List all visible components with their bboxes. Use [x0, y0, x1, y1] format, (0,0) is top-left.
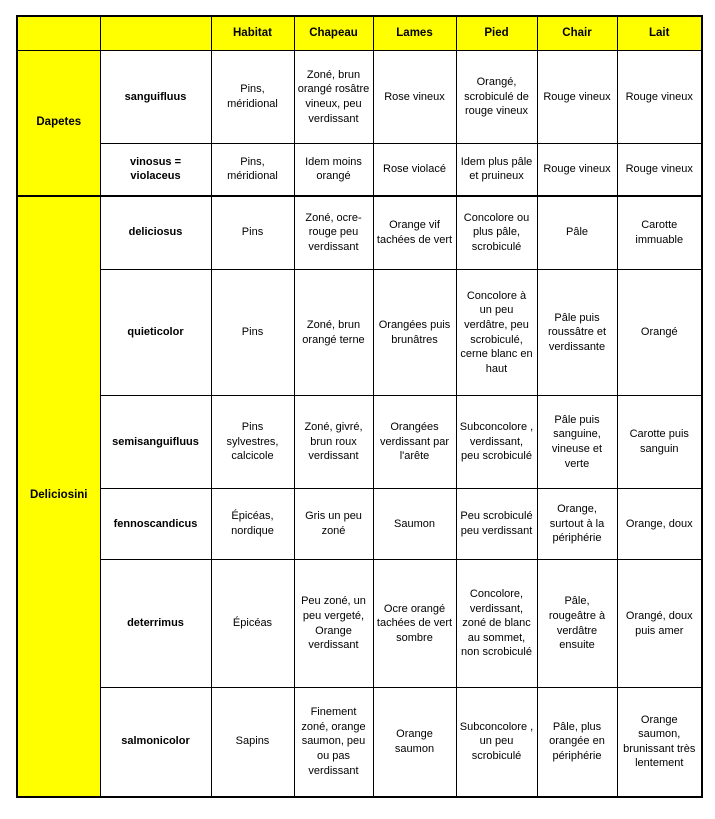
- cell-pied: Idem plus pâle et pruineux: [456, 144, 537, 196]
- cell-chapeau: Zoné, brun orangé rosâtre vineux, peu verdissant: [294, 51, 373, 144]
- species-cell: vinosus = violaceus: [100, 144, 211, 196]
- species-cell: fennoscandicus: [100, 489, 211, 560]
- cell-habitat: Pins: [211, 196, 294, 270]
- group-cell-dapetes: Dapetes: [17, 51, 100, 196]
- species-cell: sanguifluus: [100, 51, 211, 144]
- cell-lames: Orange saumon: [373, 688, 456, 797]
- mushroom-comparison-table: [16, 15, 703, 798]
- table-row-semisanguifluus: [17, 396, 702, 489]
- table-row-salmonicolor: [17, 688, 702, 797]
- species-cell: deliciosus: [100, 196, 211, 270]
- cell-chapeau: Idem moins orangé: [294, 144, 373, 196]
- header-row: [17, 16, 702, 51]
- cell-lait: Rouge vineux: [617, 51, 702, 144]
- cell-chair: Pâle: [537, 196, 617, 270]
- cell-pied: Orangé, scrobiculé de rouge vineux: [456, 51, 537, 144]
- cell-habitat: Épicéas, nordique: [211, 489, 294, 560]
- cell-lait: Carotte puis sanguin: [617, 396, 702, 489]
- cell-chair: Rouge vineux: [537, 144, 617, 196]
- cell-chair: Orange, surtout à la périphérie: [537, 489, 617, 560]
- cell-chapeau: Zoné, givré, brun roux verdissant: [294, 396, 373, 489]
- header-group-col: [17, 16, 100, 51]
- cell-lait: Orangé: [617, 270, 702, 396]
- cell-lames: Rose vineux: [373, 51, 456, 144]
- table-row-sanguifluus: [17, 51, 702, 144]
- cell-chair: Rouge vineux: [537, 51, 617, 144]
- cell-lait: Rouge vineux: [617, 144, 702, 196]
- header-habitat: Habitat: [211, 16, 294, 51]
- cell-lait: Orange, doux: [617, 489, 702, 560]
- cell-lames: Orangées verdissant par l'arête: [373, 396, 456, 489]
- cell-chapeau: Zoné, brun orangé terne: [294, 270, 373, 396]
- cell-chapeau: Peu zoné, un peu vergeté, Orange verdissant: [294, 560, 373, 688]
- cell-lames: Orangées puis brunâtres: [373, 270, 456, 396]
- cell-habitat: Pins, méridional: [211, 144, 294, 196]
- cell-pied: Subconcolore , un peu scrobiculé: [456, 688, 537, 797]
- cell-lames: Ocre orangé tachées de vert sombre: [373, 560, 456, 688]
- cell-pied: Concolore ou plus pâle, scrobiculé: [456, 196, 537, 270]
- cell-lait: Orangé, doux puis amer: [617, 560, 702, 688]
- cell-lait: Carotte immuable: [617, 196, 702, 270]
- header-chapeau: Chapeau: [294, 16, 373, 51]
- cell-chapeau: Finement zoné, orange saumon, peu ou pas verdissant: [294, 688, 373, 797]
- species-cell: deterrimus: [100, 560, 211, 688]
- cell-lames: Rose violacé: [373, 144, 456, 196]
- header-species-col: [100, 16, 211, 51]
- table-row-vinosus: [17, 144, 702, 196]
- cell-habitat: Pins, méridional: [211, 51, 294, 144]
- table-row-fennoscandicus: [17, 489, 702, 560]
- cell-lames: Saumon: [373, 489, 456, 560]
- cell-chair: Pâle, rougeâtre à verdâtre ensuite: [537, 560, 617, 688]
- cell-habitat: Pins sylvestres, calcicole: [211, 396, 294, 489]
- cell-pied: Concolore, verdissant, zoné de blanc au sommet, non scrobiculé: [456, 560, 537, 688]
- header-chair: Chair: [537, 16, 617, 51]
- species-cell: salmonicolor: [100, 688, 211, 797]
- species-cell: quieticolor: [100, 270, 211, 396]
- cell-lames: Orange vif tachées de vert: [373, 196, 456, 270]
- cell-chair: Pâle puis sanguine, vineuse et verte: [537, 396, 617, 489]
- header-pied: Pied: [456, 16, 537, 51]
- cell-chapeau: Gris un peu zoné: [294, 489, 373, 560]
- table-row-deterrimus: [17, 560, 702, 688]
- cell-chapeau: Zoné, ocre-rouge peu verdissant: [294, 196, 373, 270]
- header-lames: Lames: [373, 16, 456, 51]
- table-row-quieticolor: [17, 270, 702, 396]
- cell-pied: Concolore à un peu verdâtre, peu scrobiculé, cerne blanc en haut: [456, 270, 537, 396]
- group-cell-deliciosini: Deliciosini: [17, 196, 100, 797]
- species-cell: semisanguifluus: [100, 396, 211, 489]
- cell-habitat: Sapins: [211, 688, 294, 797]
- cell-lait: Orange saumon, brunissant très lentement: [617, 688, 702, 797]
- cell-pied: Peu scrobiculé peu verdissant: [456, 489, 537, 560]
- header-lait: Lait: [617, 16, 702, 51]
- table-row-deliciosus: [17, 196, 702, 270]
- cell-pied: Subconcolore , verdissant, peu scrobiculé: [456, 396, 537, 489]
- cell-chair: Pâle puis roussâtre et verdissante: [537, 270, 617, 396]
- cell-habitat: Pins: [211, 270, 294, 396]
- cell-habitat: Épicéas: [211, 560, 294, 688]
- cell-chair: Pâle, plus orangée en périphérie: [537, 688, 617, 797]
